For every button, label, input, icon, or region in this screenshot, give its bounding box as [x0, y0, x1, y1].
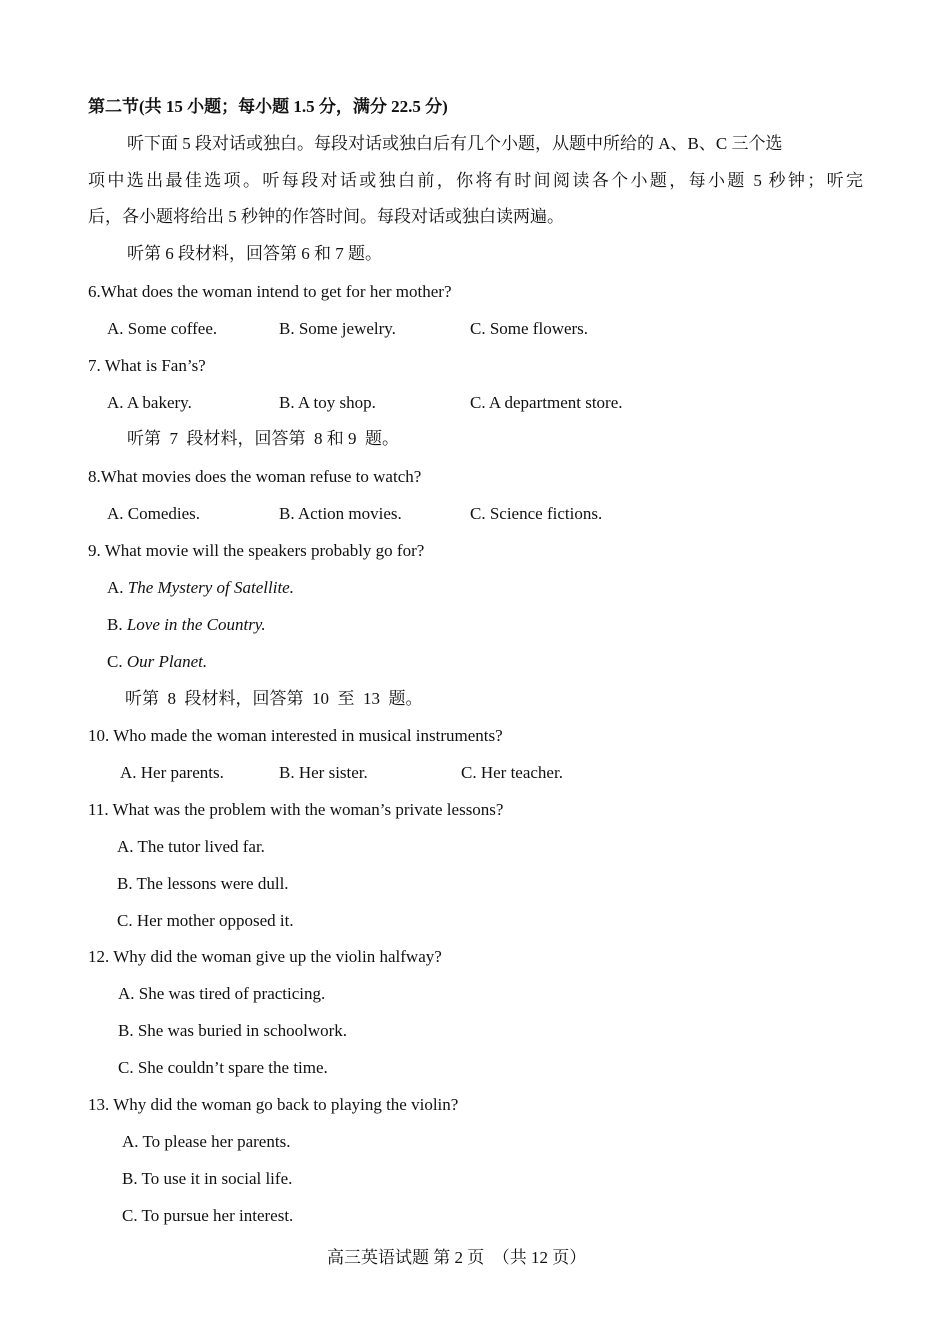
group-intro-2: 听第 7 段材料，回答第 8 和 9 题。: [127, 429, 399, 448]
question-stem-6: 6.What does the woman intend to get for her mother?: [88, 282, 452, 301]
q6-option-b[interactable]: B. Some jewelry.: [279, 319, 396, 338]
question-stem-13: 13. Why did the woman go back to playing the violin?: [88, 1095, 459, 1114]
q7-option-b[interactable]: B. A toy shop.: [279, 393, 376, 412]
q10-option-c[interactable]: C. Her teacher.: [461, 763, 563, 782]
q9-option-a-letter: A.: [107, 578, 124, 597]
q7-option-c[interactable]: C. A department store.: [470, 393, 623, 412]
question-stem-12: 12. Why did the woman give up the violin halfway?: [88, 947, 442, 966]
q6-option-a[interactable]: A. Some coffee.: [107, 319, 218, 338]
q7-option-a[interactable]: A. A bakery.: [107, 393, 192, 412]
q11-option-c[interactable]: C. Her mother opposed it.: [117, 911, 294, 930]
q12-option-c[interactable]: C. She couldn’t spare the time.: [118, 1058, 328, 1077]
q8-option-b[interactable]: B. Action movies.: [279, 504, 402, 523]
q9-option-a[interactable]: [107, 577, 294, 599]
q12-option-a[interactable]: A. She was tired of practicing.: [118, 984, 326, 1003]
question-stem-11: 11. What was the problem with the woman’s private lessons?: [88, 800, 504, 819]
q9-option-c[interactable]: [107, 651, 207, 673]
q11-option-b[interactable]: B. The lessons were dull.: [117, 874, 289, 893]
q13-option-b[interactable]: B. To use it in social life.: [122, 1169, 293, 1188]
question-stem-7: 7. What is Fan’s?: [88, 356, 206, 375]
q13-option-a[interactable]: A. To please her parents.: [122, 1132, 291, 1151]
question-stem-9: 9. What movie will the speakers probably go for?: [88, 541, 425, 560]
q11-option-a[interactable]: A. The tutor lived far.: [117, 837, 265, 856]
instruction-line-2: 项中选出最佳选项。听每段对话或独白前，你将有时间阅读各个小题，每小题 5 秒钟；听完: [88, 171, 863, 190]
question-stem-8: 8.What movies does the woman refuse to watch?: [88, 467, 422, 486]
q8-option-c[interactable]: C. Science fictions.: [470, 504, 603, 523]
instruction-line-1: 听下面 5 段对话或独白。每段对话或独白后有几个小题，从题中所给的 A、B、C 三个选: [127, 134, 783, 153]
q9-option-b[interactable]: [107, 614, 266, 636]
q12-option-b[interactable]: B. She was buried in schoolwork.: [118, 1021, 348, 1040]
q9-option-c-letter: C.: [107, 652, 123, 671]
group-intro-1: 听第 6 段材料，回答第 6 和 7 题。: [127, 244, 382, 263]
q9-option-b-title: Love in the Country.: [126, 615, 266, 634]
question-stem-10: 10. Who made the woman interested in musical instruments?: [88, 726, 503, 745]
page-footer: 高三英语试题 第 2 页 （共 12 页）: [327, 1248, 587, 1267]
q9-option-b-letter: B.: [107, 615, 123, 634]
q9-option-c-title: Our Planet.: [126, 652, 208, 671]
q8-option-a[interactable]: A. Comedies.: [107, 504, 201, 523]
instruction-line-3: 后，各小题将给出 5 秒钟的作答时间。每段对话或独白读两遍。: [88, 207, 564, 226]
q9-option-a-title: The Mystery of Satellite.: [127, 578, 294, 597]
q6-option-c[interactable]: C. Some flowers.: [470, 319, 589, 338]
section-heading: 第二节(共 15 小题；每小题 1.5 分，满分 22.5 分): [88, 97, 448, 116]
group-intro-3: 听第 8 段材料，回答第 10 至 13 题。: [125, 689, 423, 708]
q10-option-a[interactable]: A. Her parents.: [120, 763, 224, 782]
q13-option-c[interactable]: C. To pursue her interest.: [122, 1206, 294, 1225]
q10-option-b[interactable]: B. Her sister.: [279, 763, 368, 782]
